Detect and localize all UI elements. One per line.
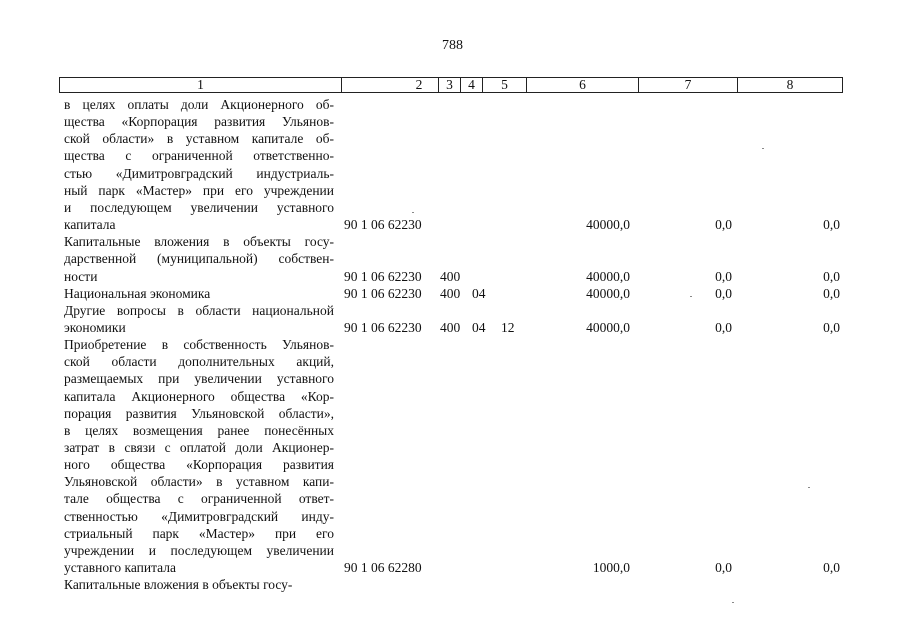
row-text-line: экономики	[64, 319, 126, 335]
row-text-line: ный парк «Мастер» при его учреждении	[64, 182, 334, 198]
header-col-1: 1	[197, 77, 204, 92]
scan-speck	[808, 487, 810, 488]
row-vr: 400	[440, 268, 461, 284]
header-col-3: 3	[438, 78, 460, 92]
scan-speck	[732, 602, 734, 603]
row-col6-value: 40000,0	[586, 268, 630, 284]
row-col8-value: 0,0	[823, 217, 840, 233]
scan-speck	[762, 148, 764, 149]
row-text-line: в целях возмещения ранее понесённых	[64, 422, 334, 438]
row-text-line: щества «Корпорация развития Ульянов-	[64, 114, 334, 130]
row-col7-value: 0,0	[715, 217, 732, 233]
row-text-line: капитала	[64, 217, 116, 233]
header-col-8: 8	[737, 78, 842, 92]
row-text-line: и последующем увеличении уставного	[64, 199, 334, 215]
row-code: 90 1 06 62230	[344, 319, 422, 335]
row-text-line: ности	[64, 268, 98, 284]
row-text-line: размещаемых при увеличении уставного	[64, 371, 334, 387]
header-col-5: 5	[482, 78, 526, 92]
row-col8-value: 0,0	[823, 319, 840, 335]
row-text-line: ственностью «Димитровградский инду-	[64, 508, 334, 524]
row-text-line: Приобретение в собственность Ульянов-	[64, 337, 334, 353]
row-col7-value: 0,0	[715, 560, 732, 576]
row-rz: 04	[472, 285, 486, 301]
row-text-line: ской области дополнительных акций,	[64, 354, 334, 370]
page-number: 788	[442, 38, 463, 53]
row-code: 90 1 06 62230	[344, 217, 422, 233]
row-code: 90 1 06 62230	[344, 268, 422, 284]
row-text-line: Ульяновской области» в уставном капи-	[64, 474, 334, 490]
row-code: 90 1 06 62230	[344, 285, 422, 301]
row-col7-value: 0,0	[715, 319, 732, 335]
row-text-line: Капитальные вложения в объекты госу-	[64, 577, 293, 593]
row-vr: 400	[440, 285, 461, 301]
row-text-line: стью «Димитровградский индустриаль-	[64, 165, 334, 181]
row-text-line: уставного капитала	[64, 560, 176, 576]
row-text-line: Национальная экономика	[64, 285, 211, 301]
row-text-line: затрат в связи с оплатой доли Акционер-	[64, 440, 334, 455]
row-text-line: учреждении и последующем увеличении	[64, 542, 334, 558]
header-col-7: 7	[638, 78, 737, 92]
row-code: 90 1 06 62280	[344, 560, 422, 576]
row-col7-value: 0,0	[715, 285, 732, 301]
row-col8-value: 0,0	[823, 268, 840, 284]
scan-speck	[690, 296, 692, 297]
row-text-line: порация развития Ульяновской области»,	[64, 405, 334, 421]
row-col6-value: 40000,0	[586, 319, 630, 335]
header-col-2: 2	[341, 78, 496, 92]
row-text-line: Капитальные вложения в объекты госу-	[64, 234, 334, 250]
row-text-line: ской области» в уставном капитале об-	[64, 131, 334, 147]
row-col6-value: 40000,0	[586, 217, 630, 233]
row-text-line: Другие вопросы в области национальной	[64, 302, 334, 318]
row-col8-value: 0,0	[823, 560, 840, 576]
row-text-line: тале общества с ограниченной ответ-	[64, 491, 334, 507]
row-rz: 04	[472, 319, 486, 335]
row-vr: 400	[440, 319, 461, 335]
row-col6-value: 40000,0	[586, 285, 630, 301]
row-text-line: капитала Акционерного общества «Кор-	[64, 388, 334, 404]
row-col7-value: 0,0	[715, 268, 732, 284]
table-header	[59, 77, 843, 93]
row-col8-value: 0,0	[823, 285, 840, 301]
row-text-line: стриальный парк «Мастер» при его	[64, 525, 334, 541]
scan-speck	[412, 212, 414, 213]
row-text-line: ного общества «Корпорация развития	[64, 457, 334, 473]
row-col6-value: 1000,0	[592, 560, 630, 576]
row-text-line: в целях оплаты доли Акционерного об-	[64, 97, 334, 112]
header-col-4: 4	[460, 78, 482, 92]
header-col-6: 6	[526, 78, 638, 92]
row-text-line: щества с ограниченной ответственно-	[64, 148, 334, 164]
row-text-line: дарственной (муниципальной) собствен-	[64, 251, 334, 267]
row-pr: 12	[501, 319, 515, 335]
